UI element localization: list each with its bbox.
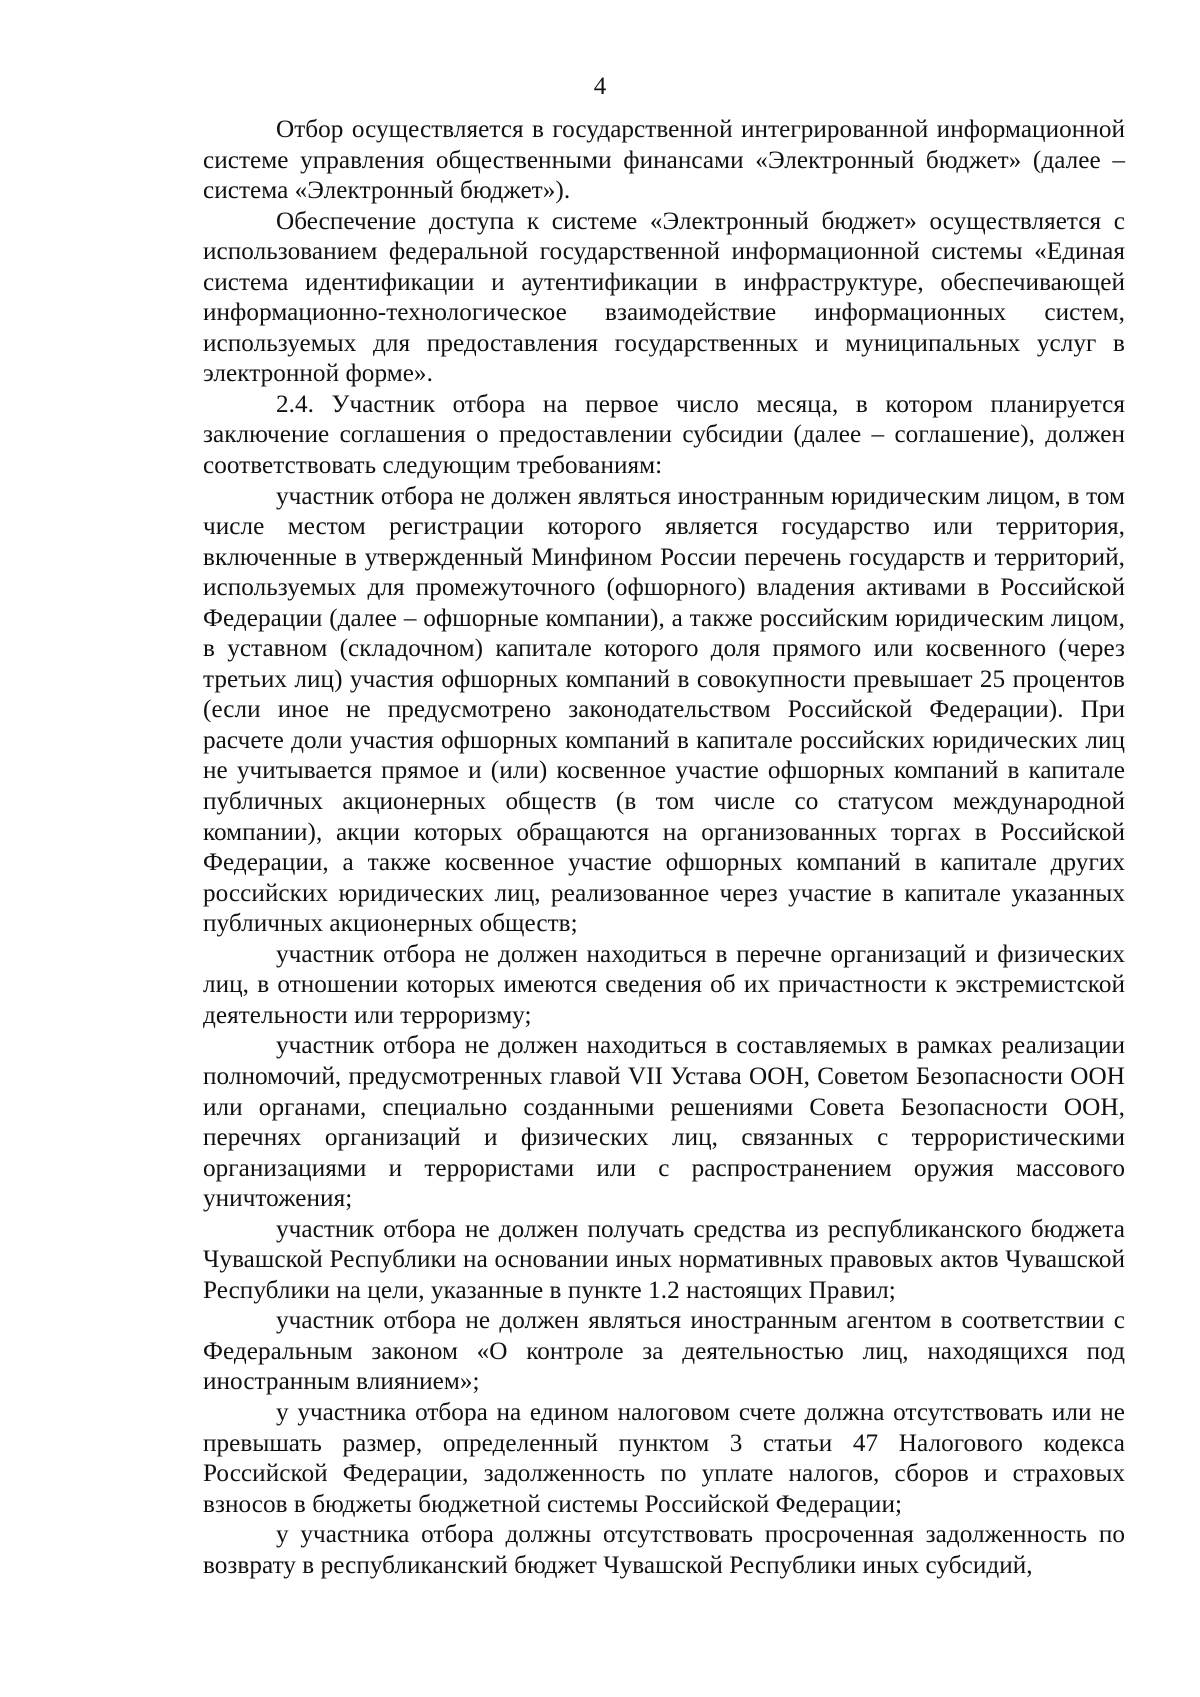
- page-number: 4: [593, 73, 607, 100]
- requirement-not-extremist-list: участник отбора не должен находиться в перечне организаций и физических лиц, в отношении которых имеются сведения об их причастности к экстремистской деятельности или терроризму;: [203, 940, 1125, 1029]
- paragraph-electronic-budget-selection: Отбор осуществляется в государственной интегрированной информационной системе управления общественными финансами «Электронный бюджет» (далее – система «Электронный бюджет»).: [203, 116, 1125, 205]
- requirement-not-foreign-entity: участник отбора не должен являться иностранным юридическим лицом, в том числе местом регистрации которого является государство или территория, включенные в утвержденный Минфином России перечень государств и территорий, используемых для промежуточного (офшорного) владения активами в Российской Федерации (далее – офшорные компании), а также российским юридическим лицом, в уставном (складочном) капитале которого доля прямого или косвенного (через третьих лиц) участия офшорных компаний в совокупности превышает 25 процентов (если иное не предусмотрено законодательством Российской Федерации). При расчете доли участия офшорных компаний в капитале российских юридических лиц не учитывается прямое и (или) косвенное участие офшорных компаний в капитале публичных акционерных обществ (в том числе со статусом международной компании), акции которых обращаются на организованных торгах в Российской Федерации, а также косвенное участие офшорных компаний в капитале других российских юридических лиц, реализованное через участие в капитале указанных публичных акционерных обществ;: [203, 482, 1125, 938]
- paragraph-2-4-requirements: 2.4. Участник отбора на первое число месяца, в котором планируется заключение соглашения о предоставлении субсидии (далее – соглашение), должен соответствовать следующим требованиям:: [203, 390, 1125, 480]
- requirement-not-foreign-agent: участник отбора не должен являться иностранным агентом в соответствии с Федеральным законом «О контроле за деятельностью лиц, находящихся под иностранным влиянием»;: [203, 1307, 1125, 1396]
- document-body: [203, 115, 1125, 1581]
- requirement-not-un-sanctions-list: участник отбора не должен находиться в составляемых в рамках реализации полномочий, предусмотренных главой VII Устава ООН, Советом Безопасности ООН или органами, специально созданными решениями Совета Безопасности ООН, перечнях организаций и физических лиц, связанных с террористическими организациями и террористами или с распространением оружия массового уничтожения;: [203, 1032, 1125, 1213]
- requirement-no-other-budget-funds: участник отбора не должен получать средства из республиканского бюджета Чувашской Республики на основании иных нормативных правовых актов Чувашской Республики на цели, указанные в пункте 1.2 настоящих Правил;: [203, 1215, 1125, 1304]
- requirement-no-tax-debt: у участника отбора на едином налоговом счете должна отсутствовать или не превышать размер, определенный пунктом 3 статьи 47 Налогового кодекса Российской Федерации, задолженность по уплате налогов, сборов и страховых взносов в бюджеты бюджетной системы Российской Федерации;: [203, 1398, 1125, 1518]
- paragraph-access-provision: Обеспечение доступа к системе «Электронный бюджет» осуществляется с использованием федеральной государственной информационной системы «Единая система идентификации и аутентификации в инфраструктуре, обеспечивающей информационно-технологическое взаимодействие информационных систем, используемых для предоставления государственных и муниципальных услуг в электронной форме».: [203, 207, 1125, 388]
- requirement-no-overdue-subsidy-debt: у участника отбора должны отсутствовать просроченная задолженность по возврату в республиканский бюджет Чувашской Республики иных субсидий,: [203, 1521, 1125, 1579]
